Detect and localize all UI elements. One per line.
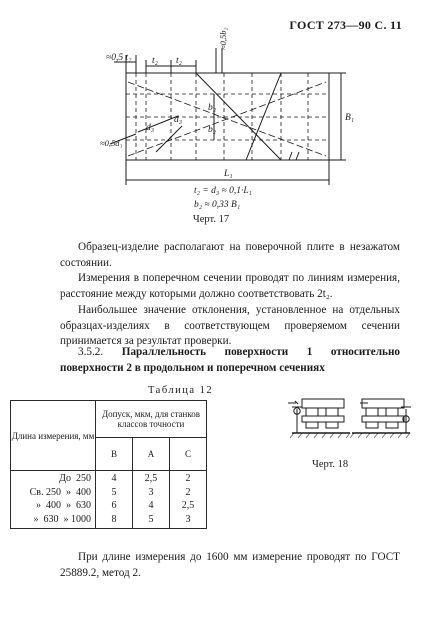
dim-half-d3-label: ≈0,5d₃ [100, 138, 123, 148]
d3-label-b: d₃ [174, 115, 183, 125]
paragraph-3: Наибольшее значение отклонения, установленное на отдельных образцах-изделиях в соответствующем проверяемом сечении принимается за результат проверки. [60, 304, 400, 348]
tolerance-b-cell: 4 [96, 471, 133, 485]
figure-18-caption: Черт. 18 [312, 459, 349, 470]
paragraph-4: При длине измерения до 1600 мм измерение проводят по ГОСТ 25889.2, метод 2. [60, 551, 400, 579]
tolerance-a-cell: 4 [133, 498, 170, 512]
formula-t2-d3: t₂ = d₃ ≈ 0,1·L₁ [194, 186, 252, 196]
d3-label-a: d₃ [146, 123, 155, 133]
measurement-grid [126, 73, 329, 160]
diagonal-lines [128, 82, 326, 156]
l1-label: L₁ [224, 169, 233, 179]
paragraph-1: Образец-изделие располагают на поверочной плите в незажатом состоянии. [60, 241, 400, 269]
b1-label: B₁ [345, 113, 355, 123]
t2-label-a: t₂ [152, 56, 158, 66]
tolerance-c-cell: 3 [170, 512, 207, 529]
tolerance-b-cell: 8 [96, 512, 133, 529]
length-cell: » 630 » 1000 [11, 512, 96, 529]
length-cell: » 400 » 630 [11, 498, 96, 512]
table-row [11, 512, 207, 529]
figure-17-diagram [96, 27, 366, 210]
dim-half-t2-label: ≈0,5 t₂ [106, 53, 132, 63]
column-header-length: Длина измерения, мм [11, 401, 96, 471]
tolerance-a-cell: 3 [133, 485, 170, 499]
length-cell: Св. 250 » 400 [11, 485, 96, 499]
column-header-tolerance: Допуск, мкм, для станков классов точности [96, 401, 207, 438]
tolerance-a-cell: 5 [133, 512, 170, 529]
section-3-5-2 [60, 345, 400, 376]
section-title: Параллельность поверхности 1 относительно поверхности 2 в продольном и поперечном сечениях [60, 346, 400, 374]
dim-half-b2-label: ≈0,5b₂ [218, 27, 228, 50]
b2-label-a: b₂ [208, 103, 217, 113]
figure-18-diagram [288, 393, 413, 455]
formula-b2: b₂ ≈ 0,33 B₁ [194, 200, 241, 210]
tolerance-c-cell: 2 [170, 485, 207, 499]
paragraph-2: Измерения в поперечном сечении проводят по линиям измерения, расстояние между которыми должно соответствовать 2t₂. [60, 272, 400, 300]
setup-right [350, 399, 411, 438]
class-header-a: А [133, 438, 170, 471]
table-row [11, 498, 207, 512]
tolerance-c-cell: 2 [170, 471, 207, 485]
t2-label-b: t₂ [176, 56, 182, 66]
page-header: ГОСТ 273—90 С. 11 [289, 18, 402, 32]
b2-label-b: b₂ [208, 125, 217, 135]
length-cell: До 250 [11, 471, 96, 485]
table-12 [10, 400, 207, 529]
class-header-b: В [96, 438, 133, 471]
class-header-c: С [170, 438, 207, 471]
table-12-title: Таблица 12 [148, 385, 214, 396]
table-row [11, 471, 207, 485]
setup-left [288, 399, 350, 438]
tolerance-c-cell: 2,5 [170, 498, 207, 512]
tolerance-b-cell: 6 [96, 498, 133, 512]
plate-outline [126, 73, 329, 160]
figure-17-caption: Черт. 17 [192, 214, 230, 225]
tolerance-a-cell: 2,5 [133, 471, 170, 485]
tolerance-b-cell: 5 [96, 485, 133, 499]
section-number: 3.5.2. [78, 346, 104, 358]
table-row [11, 485, 207, 499]
